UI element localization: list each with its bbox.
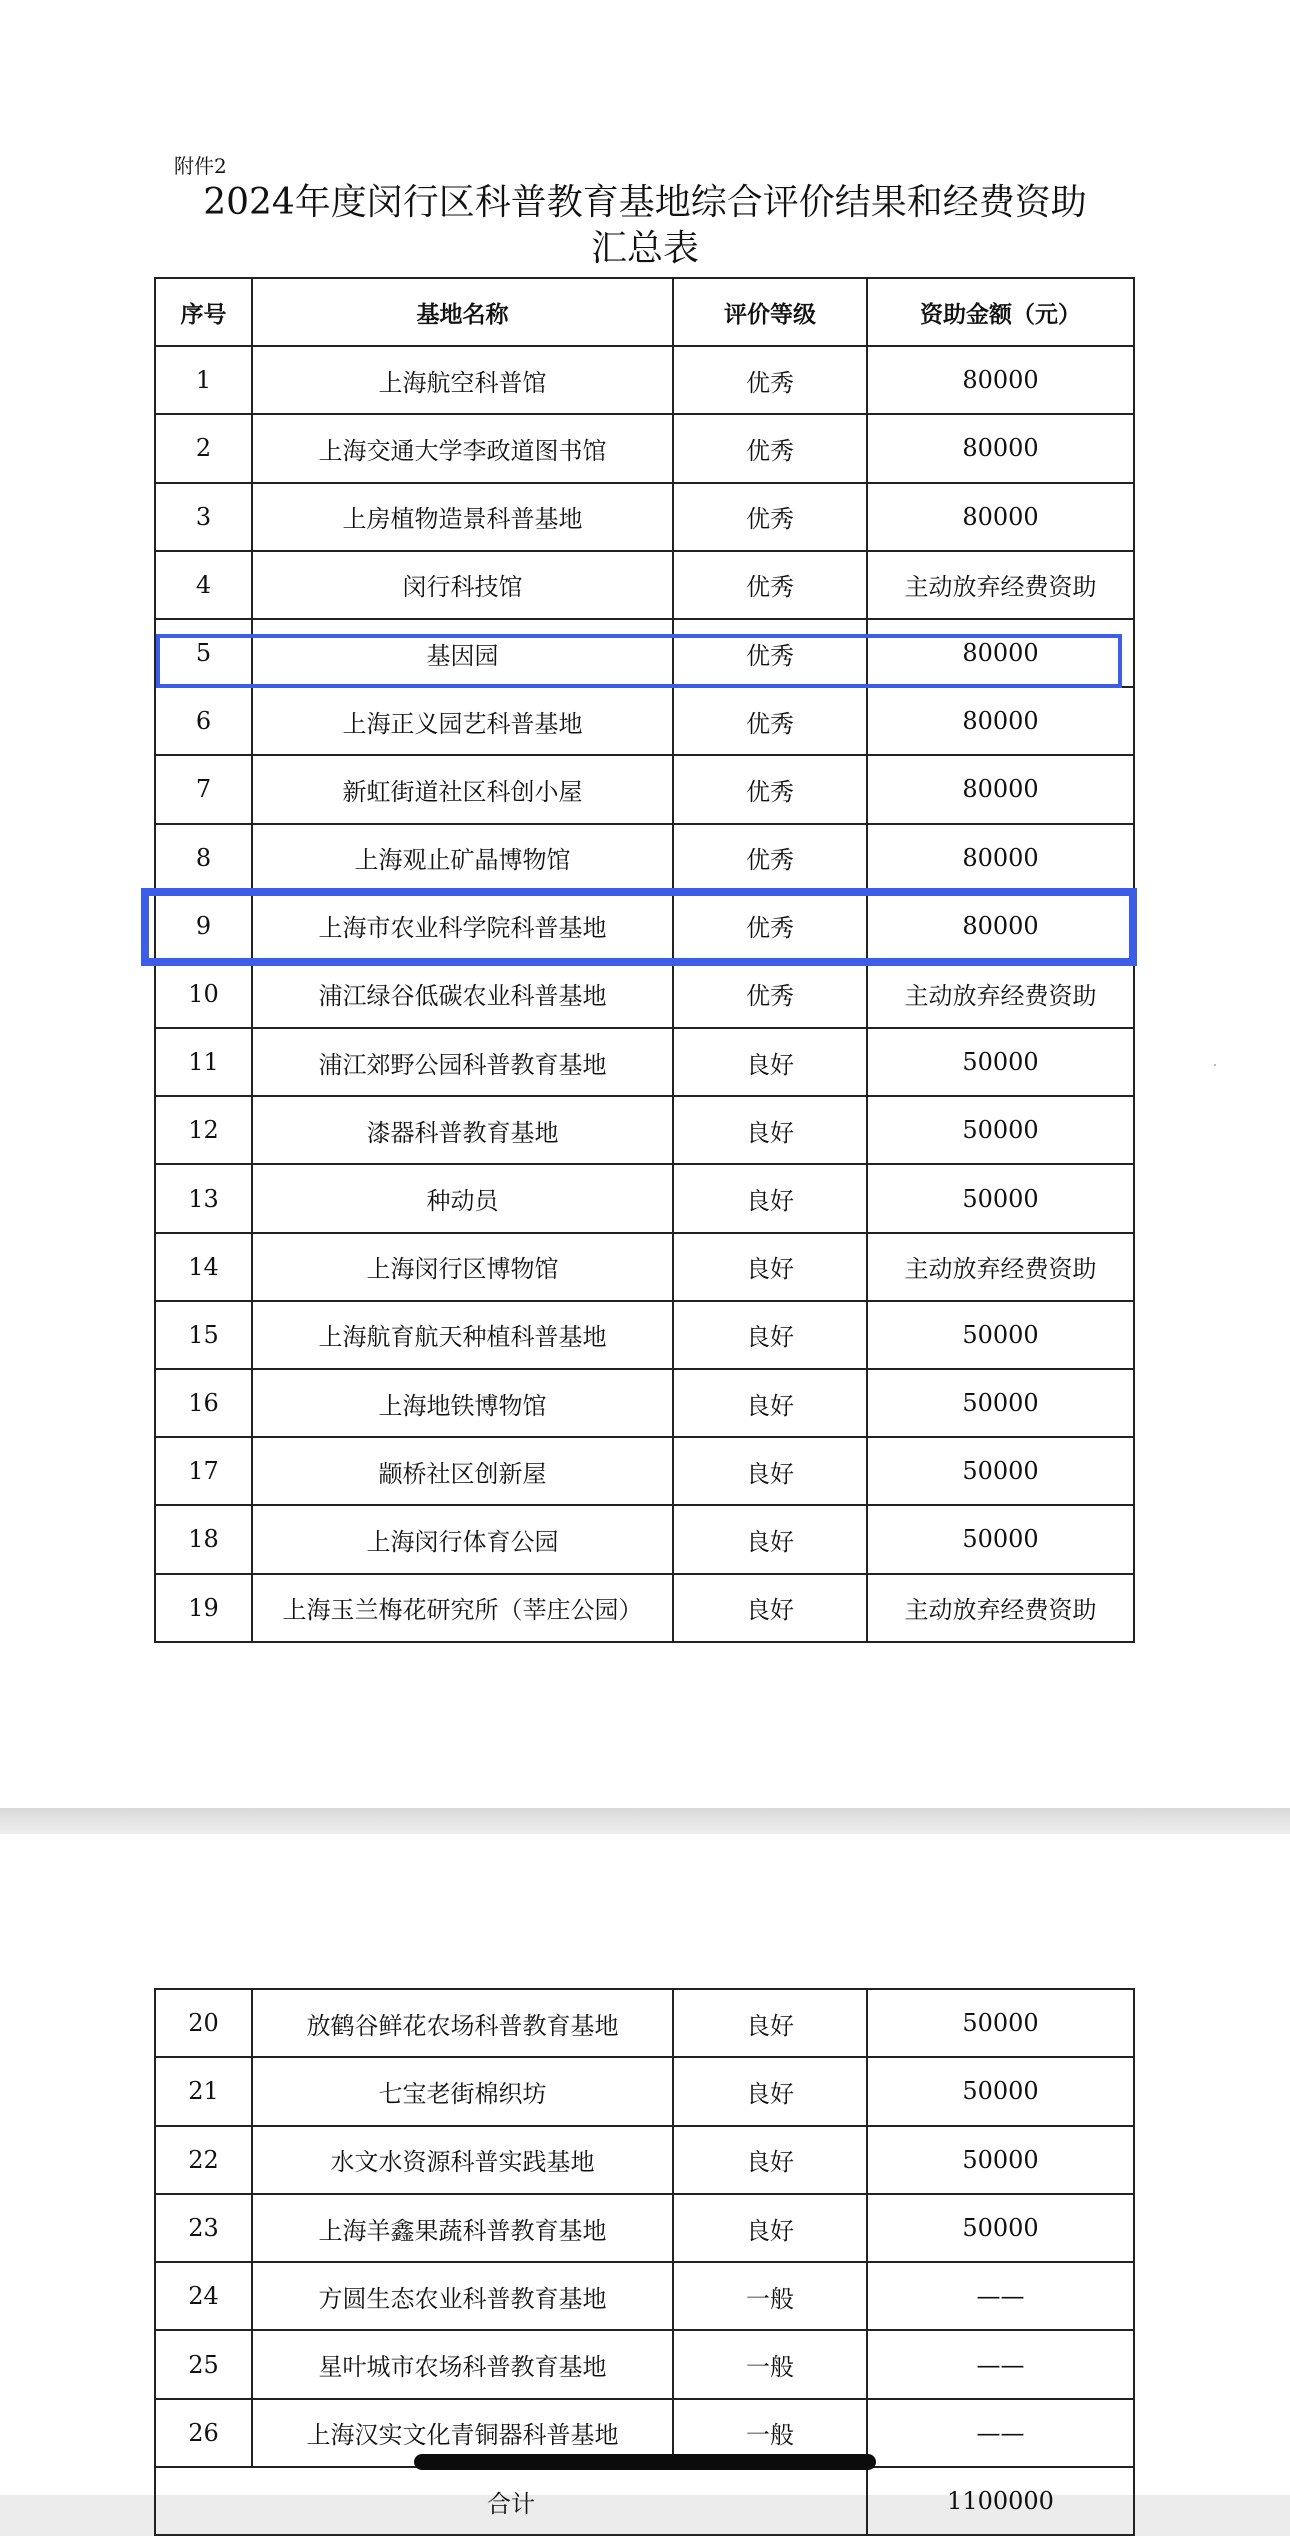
cell-rating: 优秀 (673, 755, 867, 823)
cell-index: 19 (155, 1574, 252, 1642)
table-row (155, 619, 1134, 687)
header-base-name: 基地名称 (252, 278, 673, 346)
cell-base-name: 种动员 (252, 1164, 673, 1232)
cell-rating: 优秀 (673, 483, 867, 551)
cell-amount: 主动放弃经费资助 (867, 551, 1134, 619)
cell-rating: 良好 (673, 1301, 867, 1369)
cell-rating: 良好 (673, 1574, 867, 1642)
cell-index: 10 (155, 960, 252, 1028)
table-row (155, 1233, 1134, 1301)
cell-base-name: 上海观止矿晶博物馆 (252, 824, 673, 892)
header-amount: 资助金额（元） (867, 278, 1134, 346)
cell-index: 20 (155, 1989, 252, 2057)
cell-index: 25 (155, 2330, 252, 2398)
cell-rating: 良好 (673, 1437, 867, 1505)
cell-index: 9 (155, 892, 252, 960)
cell-rating: 良好 (673, 2057, 867, 2125)
cell-rating: 良好 (673, 2194, 867, 2262)
cell-amount: 80000 (867, 483, 1134, 551)
cell-base-name: 上海玉兰梅花研究所（莘庄公园） (252, 1574, 673, 1642)
cell-rating: 优秀 (673, 824, 867, 892)
table-row (155, 824, 1134, 892)
cell-index: 18 (155, 1505, 252, 1573)
cell-base-name: 上海地铁博物馆 (252, 1369, 673, 1437)
cell-rating: 优秀 (673, 687, 867, 755)
cell-base-name: 上海羊鑫果蔬科普教育基地 (252, 2194, 673, 2262)
table-row (155, 2330, 1134, 2398)
cell-index: 2 (155, 414, 252, 482)
cell-amount: —— (867, 2399, 1134, 2467)
attachment-label: 附件2 (174, 154, 227, 178)
table-row (155, 1574, 1134, 1642)
cell-base-name: 上海航空科普馆 (252, 346, 673, 414)
cell-rating: 良好 (673, 1505, 867, 1573)
table-row (155, 960, 1134, 1028)
cell-index: 26 (155, 2399, 252, 2467)
cell-index: 3 (155, 483, 252, 551)
header-rating: 评价等级 (673, 278, 867, 346)
table-row (155, 1164, 1134, 1232)
header-index: 序号 (155, 278, 252, 346)
table-row (155, 414, 1134, 482)
cell-rating: 良好 (673, 1164, 867, 1232)
cell-amount: —— (867, 2262, 1134, 2330)
cell-index: 17 (155, 1437, 252, 1505)
cell-base-name: 七宝老街棉织坊 (252, 2057, 673, 2125)
cell-index: 24 (155, 2262, 252, 2330)
cell-amount: 主动放弃经费资助 (867, 960, 1134, 1028)
cell-base-name: 上海闵行区博物馆 (252, 1233, 673, 1301)
cell-rating: 优秀 (673, 960, 867, 1028)
cell-index: 15 (155, 1301, 252, 1369)
cell-rating: 优秀 (673, 619, 867, 687)
cell-index: 4 (155, 551, 252, 619)
cell-base-name: 上海闵行体育公园 (252, 1505, 673, 1573)
table-row (155, 755, 1134, 823)
cell-rating: 良好 (673, 1028, 867, 1096)
cell-base-name: 闵行科技馆 (252, 551, 673, 619)
cell-base-name: 上海正义园艺科普基地 (252, 687, 673, 755)
cell-base-name: 方圆生态农业科普教育基地 (252, 2262, 673, 2330)
cell-index: 22 (155, 2126, 252, 2194)
cell-rating: 良好 (673, 1989, 867, 2057)
cell-base-name: 新虹街道社区科创小屋 (252, 755, 673, 823)
cell-base-name: 颛桥社区创新屋 (252, 1437, 673, 1505)
cell-base-name: 上海市农业科学院科普基地 (252, 892, 673, 960)
cell-amount: 80000 (867, 755, 1134, 823)
cell-amount: 50000 (867, 1989, 1134, 2057)
cell-amount: 80000 (867, 824, 1134, 892)
cell-index: 11 (155, 1028, 252, 1096)
total-row (155, 2467, 1134, 2535)
cell-index: 12 (155, 1096, 252, 1164)
cell-base-name: 上海航育航天种植科普基地 (252, 1301, 673, 1369)
cell-rating: 良好 (673, 1233, 867, 1301)
table-header-row (155, 278, 1134, 346)
cell-rating: 良好 (673, 2126, 867, 2194)
cell-amount: 50000 (867, 1028, 1134, 1096)
title-line-2: 汇总表 (590, 228, 699, 269)
cell-amount: 80000 (867, 619, 1134, 687)
cell-base-name: 放鹤谷鲜花农场科普教育基地 (252, 1989, 673, 2057)
table-row (155, 2126, 1134, 2194)
cell-index: 13 (155, 1164, 252, 1232)
cell-index: 8 (155, 824, 252, 892)
cell-base-name: 浦江郊野公园科普教育基地 (252, 1028, 673, 1096)
cell-base-name: 浦江绿谷低碳农业科普基地 (252, 960, 673, 1028)
table-row (155, 483, 1134, 551)
table-row (155, 1301, 1134, 1369)
table-row (155, 1096, 1134, 1164)
cell-base-name: 星叶城市农场科普教育基地 (252, 2330, 673, 2398)
speck (1214, 1064, 1216, 1066)
cell-rating: 优秀 (673, 892, 867, 960)
table-row (155, 892, 1134, 960)
cell-rating: 一般 (673, 2330, 867, 2398)
table-row (155, 2262, 1134, 2330)
cell-amount: —— (867, 2330, 1134, 2398)
cell-base-name: 水文水资源科普实践基地 (252, 2126, 673, 2194)
cell-index: 5 (155, 619, 252, 687)
cell-amount: 80000 (867, 687, 1134, 755)
cell-amount: 80000 (867, 892, 1134, 960)
cell-amount: 50000 (867, 2057, 1134, 2125)
cell-amount: 主动放弃经费资助 (867, 1233, 1134, 1301)
table-row (155, 1505, 1134, 1573)
cell-rating: 良好 (673, 1369, 867, 1437)
table-row (155, 1437, 1134, 1505)
table-row (155, 1369, 1134, 1437)
table-row (155, 687, 1134, 755)
total-amount: 1100000 (867, 2467, 1134, 2535)
home-indicator[interactable] (414, 2454, 876, 2470)
cell-amount: 50000 (867, 1096, 1134, 1164)
cell-rating: 优秀 (673, 414, 867, 482)
cell-base-name: 基因园 (252, 619, 673, 687)
summary-table (154, 277, 1135, 1643)
cell-base-name: 上海汉实文化青铜器科普基地 (252, 2399, 673, 2467)
table-row (155, 1028, 1134, 1096)
page-divider (0, 1808, 1290, 1834)
cell-base-name: 上房植物造景科普基地 (252, 483, 673, 551)
cell-amount: 80000 (867, 346, 1134, 414)
table-row (155, 1989, 1134, 2057)
cell-base-name: 漆器科普教育基地 (252, 1096, 673, 1164)
cell-amount: 主动放弃经费资助 (867, 1574, 1134, 1642)
cell-amount: 50000 (867, 1164, 1134, 1232)
cell-rating: 良好 (673, 1096, 867, 1164)
cell-base-name: 上海交通大学李政道图书馆 (252, 414, 673, 482)
cell-index: 21 (155, 2057, 252, 2125)
cell-index: 14 (155, 1233, 252, 1301)
total-label: 合计 (155, 2467, 867, 2535)
cell-rating: 优秀 (673, 346, 867, 414)
cell-amount: 50000 (867, 1505, 1134, 1573)
cell-index: 6 (155, 687, 252, 755)
cell-amount: 50000 (867, 1369, 1134, 1437)
table-row (155, 346, 1134, 414)
cell-index: 16 (155, 1369, 252, 1437)
page-title (150, 180, 1140, 272)
cell-amount: 50000 (867, 2126, 1134, 2194)
table-row (155, 2194, 1134, 2262)
cell-amount: 50000 (867, 1437, 1134, 1505)
cell-index: 1 (155, 346, 252, 414)
title-line-1: 2024年度闵行区科普教育基地综合评价结果和经费资助 (203, 182, 1087, 223)
cell-amount: 50000 (867, 2194, 1134, 2262)
cell-index: 7 (155, 755, 252, 823)
cell-amount: 80000 (867, 414, 1134, 482)
table-row (155, 551, 1134, 619)
cell-amount: 50000 (867, 1301, 1134, 1369)
cell-rating: 优秀 (673, 551, 867, 619)
cell-index: 23 (155, 2194, 252, 2262)
cell-rating: 一般 (673, 2262, 867, 2330)
cell-rating: 一般 (673, 2399, 867, 2467)
table-row (155, 2057, 1134, 2125)
